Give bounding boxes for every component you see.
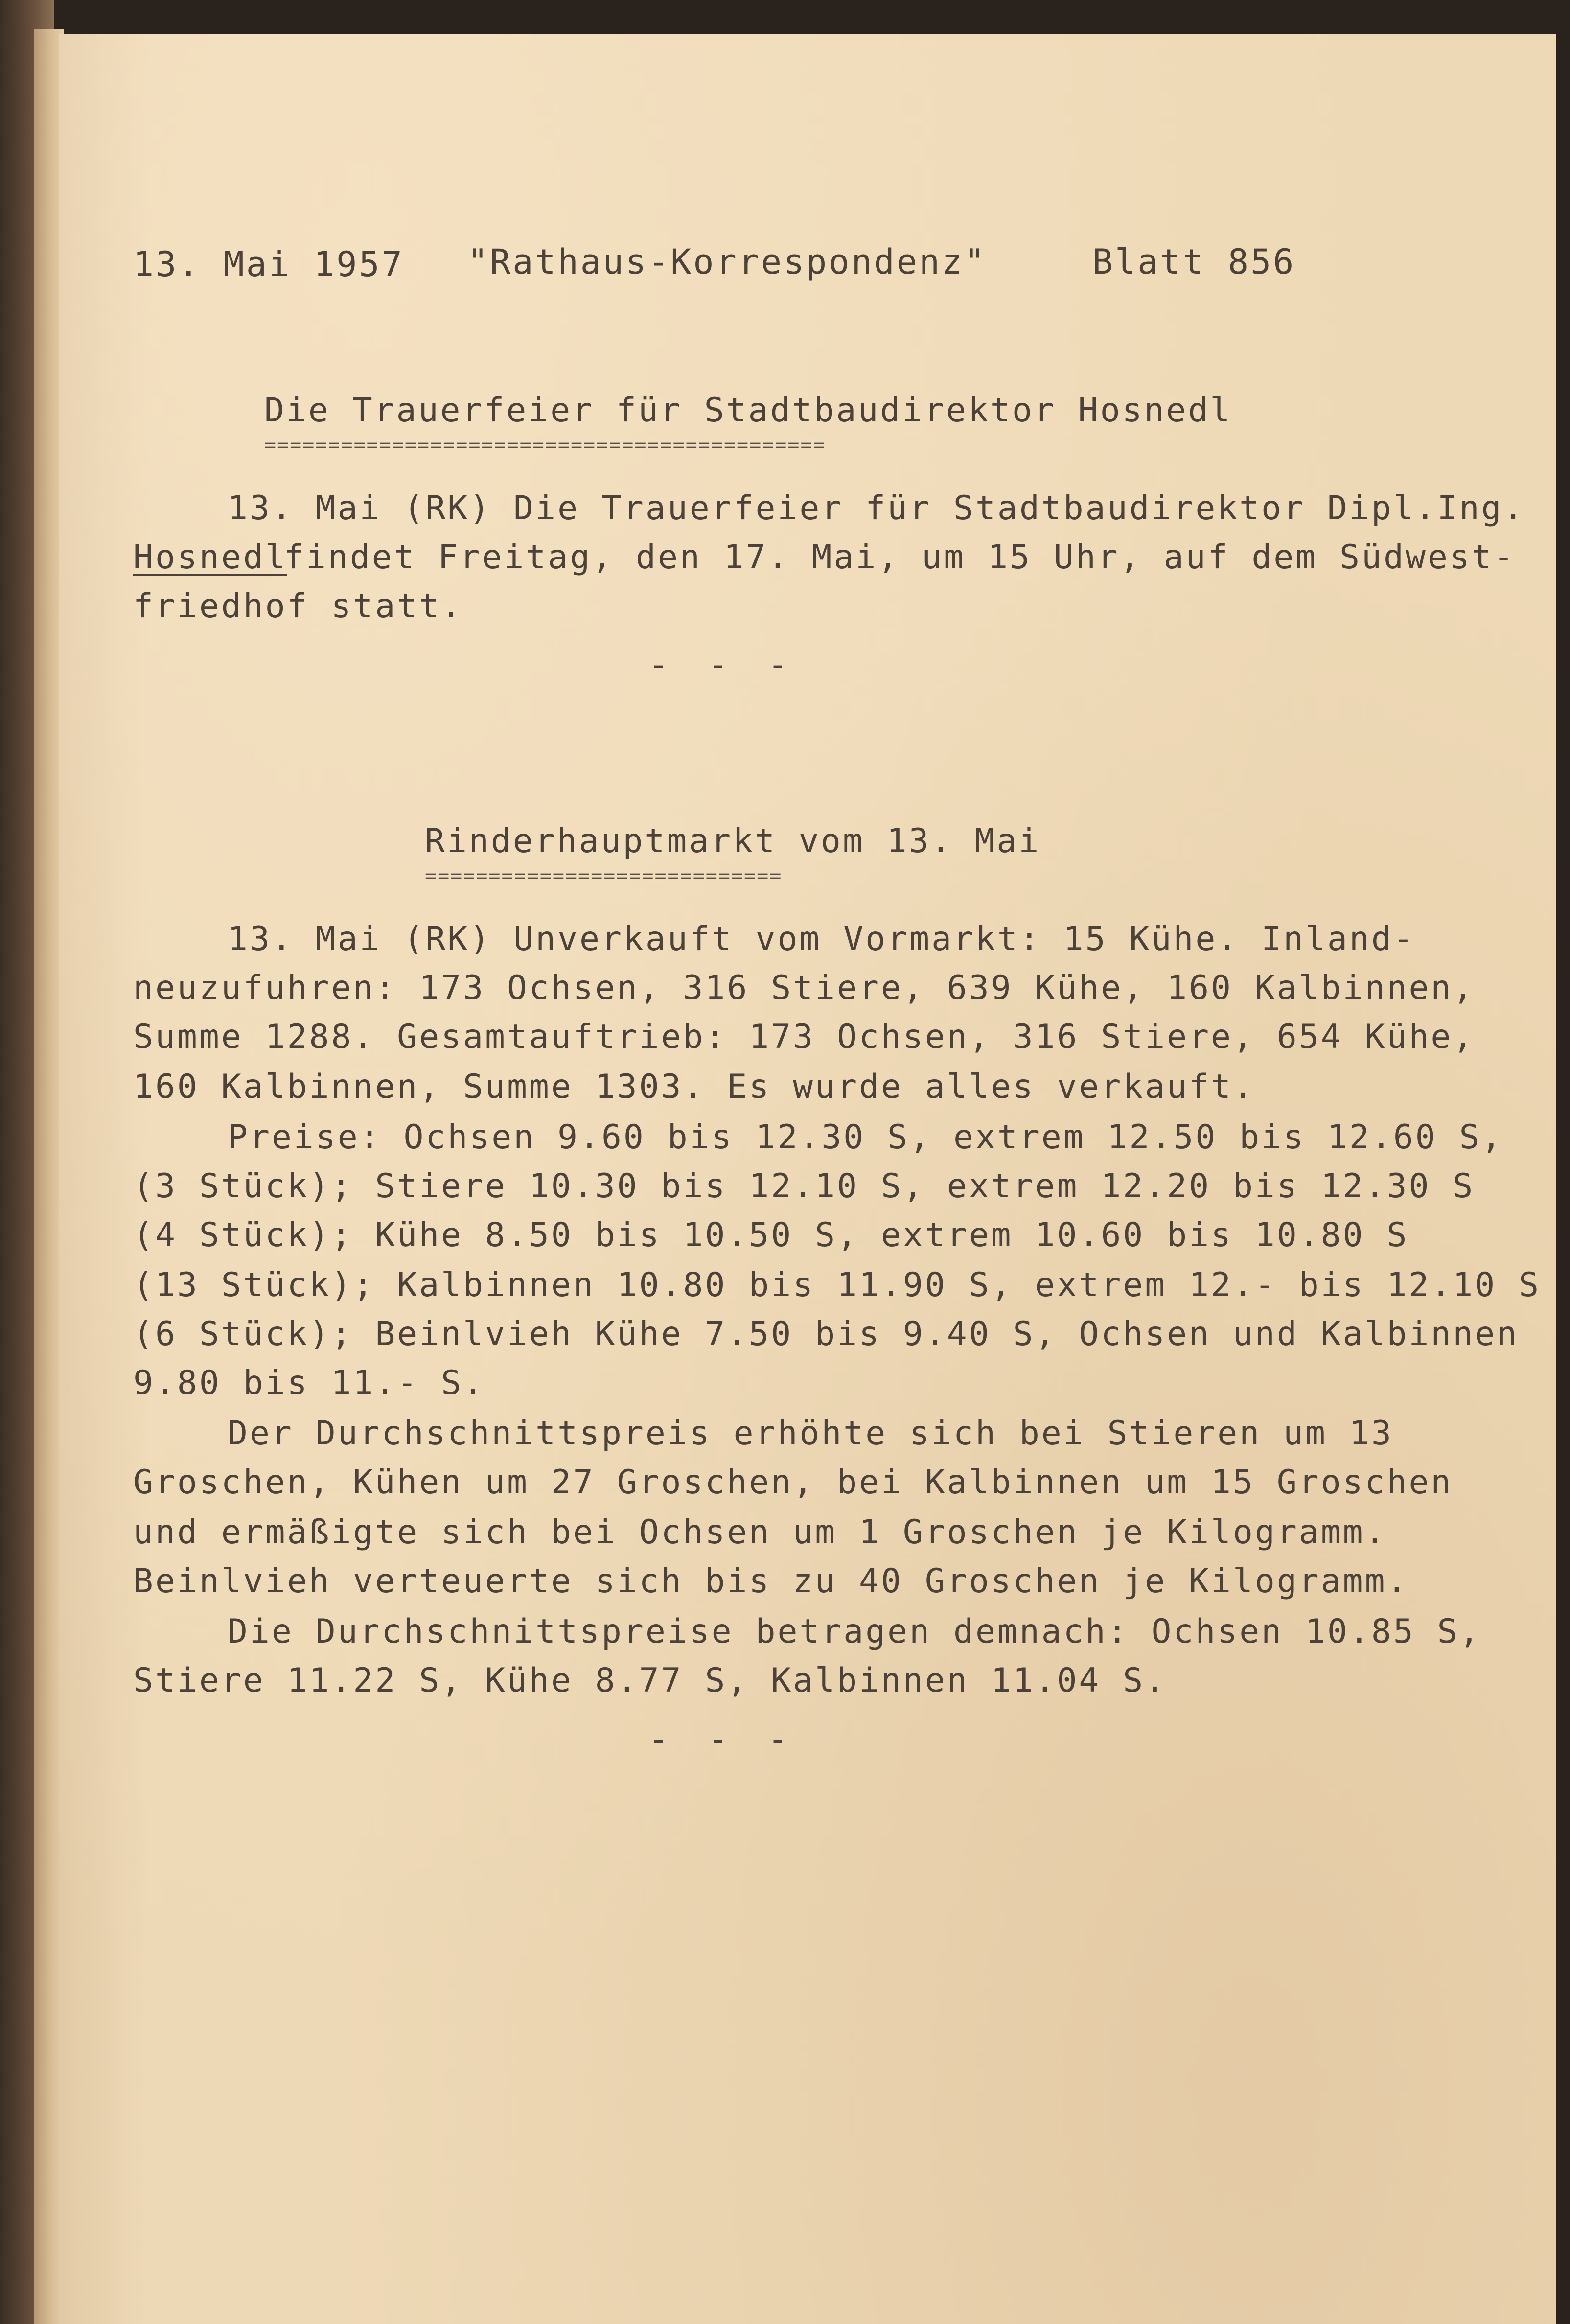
article-line: Beinlvieh verteuerte sich bis zu 40 Groschen je Kilogramm. xyxy=(133,1562,1409,1601)
article-title: Rinderhauptmarkt vom 13. Mai xyxy=(425,822,1041,860)
document-page xyxy=(59,34,1556,2324)
article-title: Die Trauerfeier für Stadtbaudirektor Hosnedl xyxy=(264,391,1232,430)
article-line: Preise: Ochsen 9.60 bis 12.30 S, extrem 12.50 bis 12.60 S, xyxy=(228,1118,1503,1157)
article-line: Groschen, Kühen um 27 Groschen, bei Kalbinnen um 15 Groschen xyxy=(133,1463,1453,1502)
article-line: neuzufuhren: 173 Ochsen, 316 Stiere, 639 Kühe, 160 Kalbinnen, xyxy=(133,969,1475,1007)
header-sheet-number: Blatt 856 xyxy=(1092,242,1296,282)
title-rule: ============================ xyxy=(425,866,783,886)
section-separator: - - - xyxy=(648,1720,798,1759)
article-line: (6 Stück); Beinlvieh Kühe 7.50 bis 9.40 S, Ochsen und Kalbinnen xyxy=(133,1315,1519,1353)
article-line-1: 13. Mai (RK) Die Trauerfeier für Stadtbaudirektor Dipl.Ing. xyxy=(228,489,1525,528)
article-line: (3 Stück); Stiere 10.30 bis 12.10 S, extrem 12.20 bis 12.30 S xyxy=(133,1167,1475,1206)
article-line: und ermäßigte sich bei Ochsen um 1 Groschen je Kilogramm. xyxy=(133,1513,1387,1552)
article-line: 9.80 bis 11.- S. xyxy=(133,1364,485,1402)
article-line-3: friedhof statt. xyxy=(133,587,463,626)
article-line: 160 Kalbinnen, Summe 1303. Es wurde alles verkauft. xyxy=(133,1068,1255,1106)
article-line: (4 Stück); Kühe 8.50 bis 10.50 S, extrem 10.60 bis 10.80 S xyxy=(133,1216,1409,1255)
header-publication: "Rathaus-Korrespondenz" xyxy=(467,242,987,282)
section-separator: - - - xyxy=(648,646,798,684)
underlined-name: Hosnedl xyxy=(133,538,287,577)
article-line: Summe 1288. Gesamtauftrieb: 173 Ochsen, 316 Stiere, 654 Kühe, xyxy=(133,1018,1475,1056)
article-line: Der Durchschnittspreis erhöhte sich bei Stieren um 13 xyxy=(228,1414,1393,1453)
article-line: (13 Stück); Kalbinnen 10.80 bis 11.90 S, extrem 12.- bis 12.10 S xyxy=(133,1266,1541,1304)
article-line: Stiere 11.22 S, Kühe 8.77 S, Kalbinnen 11.04 S. xyxy=(133,1661,1167,1700)
article-line: 13. Mai (RK) Unverkauft vom Vormarkt: 15 Kühe. Inland- xyxy=(228,920,1415,958)
article-line-2: findet Freitag, den 17. Mai, um 15 Uhr, auf dem Südwest- xyxy=(284,538,1516,577)
header-date: 13. Mai 1957 xyxy=(133,244,404,284)
article-line: Die Durchschnittspreise betragen demnach: Ochsen 10.85 S, xyxy=(228,1612,1481,1651)
title-rule: ============================================ xyxy=(264,436,826,455)
